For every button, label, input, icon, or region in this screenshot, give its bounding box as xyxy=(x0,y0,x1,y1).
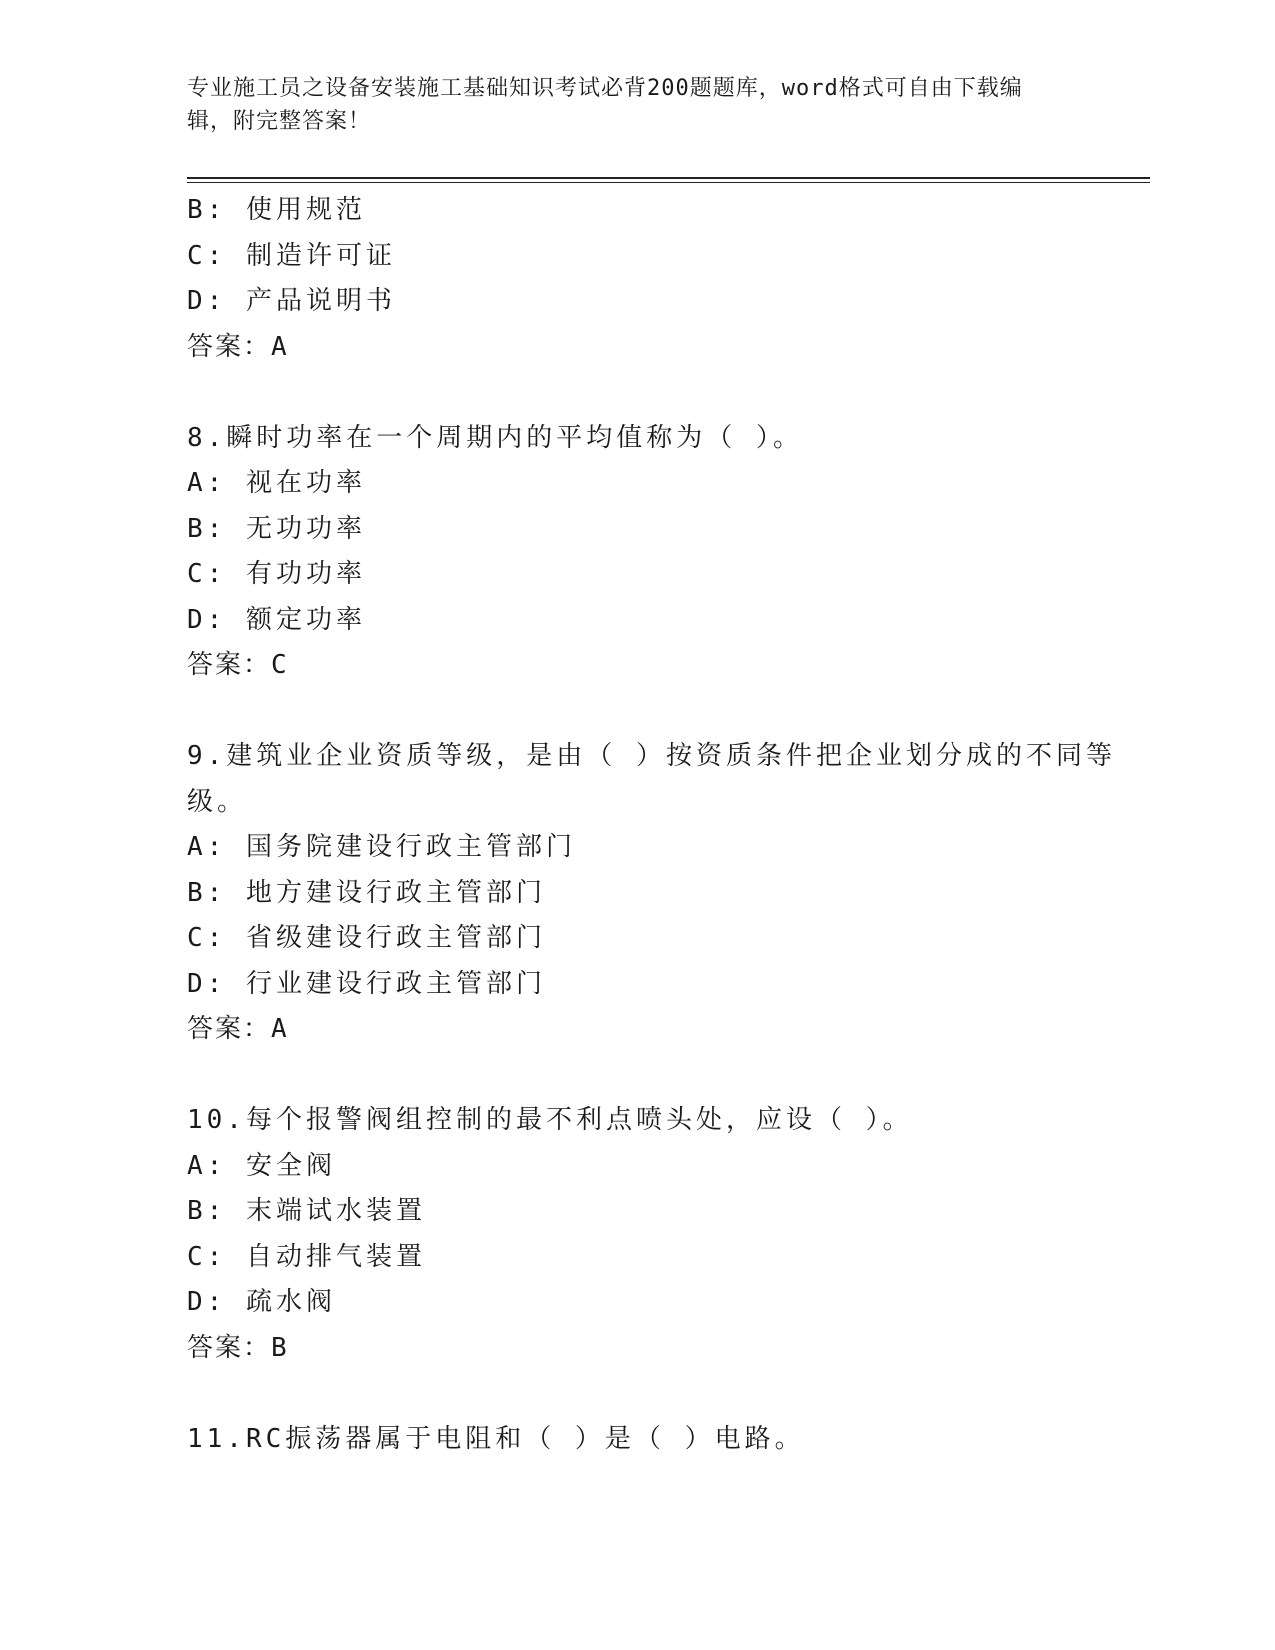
header-divider-thin xyxy=(187,182,1150,183)
spacer xyxy=(187,689,1077,735)
document-body xyxy=(187,188,1116,1462)
option-c: C: 有功功率 xyxy=(187,559,366,589)
question-block-10 xyxy=(187,1098,1077,1371)
question-block-9 xyxy=(187,734,1116,1053)
question-text-line1: 9.建筑业企业资质等级，是由（ ）按资质条件把企业划分成的不同等 xyxy=(187,741,1116,771)
question-block-11 xyxy=(187,1417,1077,1463)
option-d: D: 疏水阀 xyxy=(187,1287,336,1317)
document-header xyxy=(187,72,1067,138)
option-c: C: 自动排气装置 xyxy=(187,1241,426,1272)
option-b: B: 地方建设行政主管部门 xyxy=(187,877,546,908)
question-block-8 xyxy=(187,416,1077,689)
spacer xyxy=(187,1371,1077,1417)
question-text: 10.每个报警阀组控制的最不利点喷头处，应设（ ）。 xyxy=(187,1105,913,1135)
option-b: B: 使用规范 xyxy=(187,195,366,225)
answer-line: 答案：C xyxy=(187,650,289,680)
option-a: A: 视在功率 xyxy=(187,468,366,498)
option-d: D: 行业建设行政主管部门 xyxy=(187,968,546,999)
header-title: 专业施工员之设备安装施工基础知识考试必背200题题库，word格式可自由下载编辑，附完整答案！ xyxy=(187,76,1023,134)
answer-line: 答案：B xyxy=(187,1332,289,1363)
option-b: B: 无功功率 xyxy=(187,513,366,544)
option-a: A: 国务院建设行政主管部门 xyxy=(187,832,576,862)
option-c: C: 省级建设行政主管部门 xyxy=(187,923,546,953)
question-text: 8.瞬时功率在一个周期内的平均值称为（ ）。 xyxy=(187,422,803,453)
question-block-prev xyxy=(187,188,1077,370)
option-d: D: 额定功率 xyxy=(187,604,366,635)
option-b: B: 末端试水装置 xyxy=(187,1196,426,1226)
question-text: 11.RC振荡器属于电阻和（ ）是（ ）电路。 xyxy=(187,1423,805,1454)
question-text-line2: 级。 xyxy=(187,786,248,817)
header-divider-thick xyxy=(187,177,1150,179)
option-d: D: 产品说明书 xyxy=(187,286,396,316)
option-c: C: 制造许可证 xyxy=(187,240,396,271)
answer-line: 答案：A xyxy=(187,1014,289,1044)
spacer xyxy=(187,1053,1077,1099)
option-a: A: 安全阀 xyxy=(187,1150,336,1181)
spacer xyxy=(187,370,1077,416)
answer-line: 答案：A xyxy=(187,331,289,362)
